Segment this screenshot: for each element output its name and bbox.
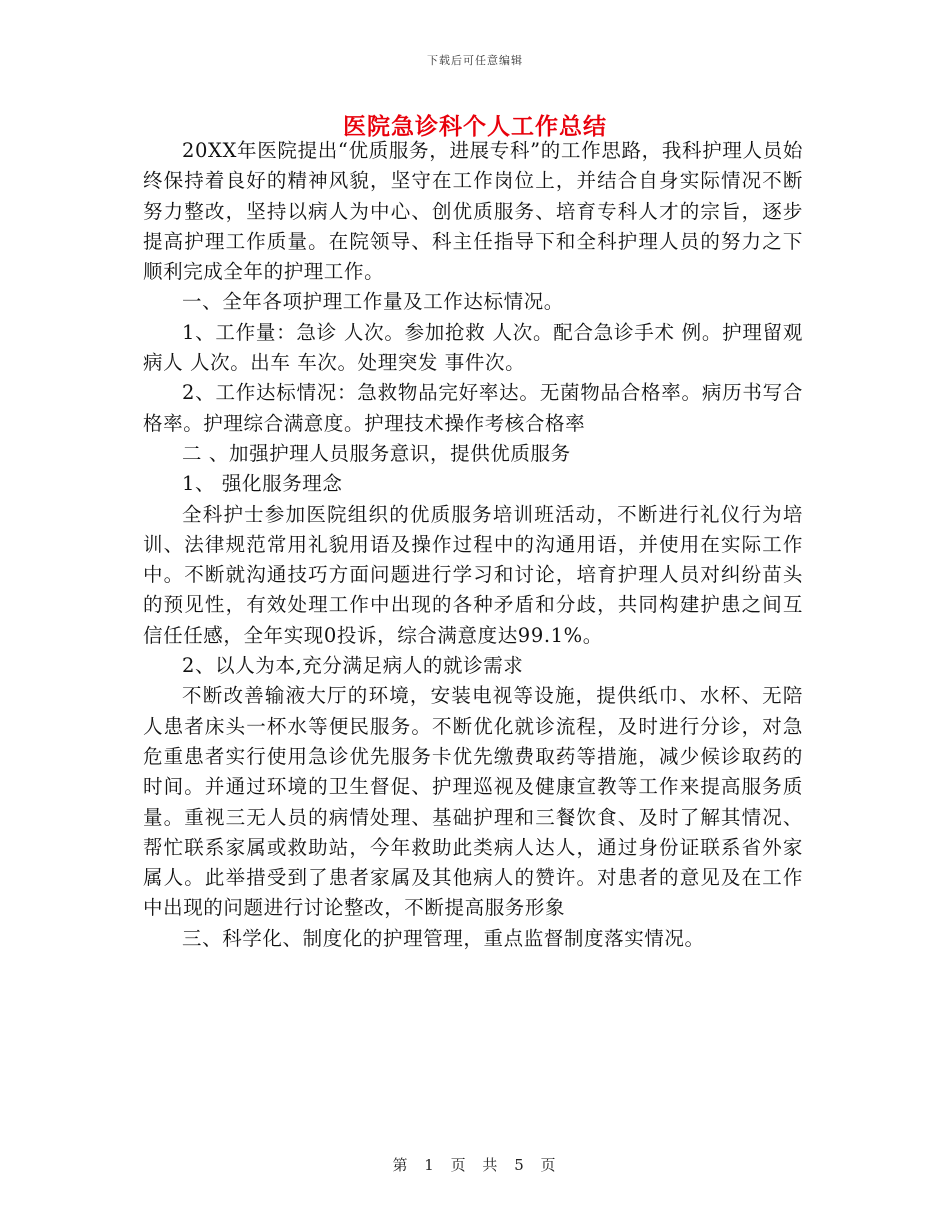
paragraph: 二 、加强护理人员服务意识，提供优质服务 (182, 441, 571, 465)
paragraph: 2、工作达标情况：急救物品完好率达。无菌物品合格率。病历书写合格率。护理综合满意度。护理技术操作考核合格率 (143, 381, 803, 435)
paragraph: 2、以人为本,充分满足病人的就诊需求 (182, 654, 524, 678)
paragraph: 一、全年各项护理工作量及工作达标情况。 (182, 290, 564, 314)
paragraph: 1、工作量：急诊 人次。参加抢救 人次。配合急诊手术 例。护理留观病人 人次。出车 车次。处理突发 事件次。 (143, 320, 803, 375)
paragraph: 三、科学化、制度化的护理管理，重点监督制度落实情况。 (182, 926, 705, 950)
header-note: 下载后可任意编辑 (427, 54, 523, 67)
page-footer (0, 1154, 950, 1175)
footer-total-pages: 5 (514, 1156, 526, 1174)
footer-prefix: 第 (392, 1156, 410, 1174)
paragraph: 20XX年医院提出“优质服务，进展专科”的工作思路，我科护理人员始终保持着良好的精神风貌，坚守在工作岗位上，并结合自身实际情况不断努力整改，坚持以病人为中心、创优质服务、培育专科人才的宗旨，逐步提高护理工作质量。在院领导、科主任指导下和全科护理人员的努力之下顺利完成全年的护理工作。 (143, 139, 803, 284)
paragraph: 全科护士参加医院组织的优质服务培训班活动，不断进行礼仪行为培训、法律规范常用礼貌用语及操作过程中的沟通用语，并使用在实际工作中。不断就沟通技巧方面问题进行学习和讨论，培育护理人员对纠纷苗头的预见性，有效处理工作中出现的各种矛盾和分歧，共同构建护患之间互信任任感，全年实现0投诉，综合满意度达99.1%。 (143, 502, 803, 647)
paragraph: 1、 强化服务理念 (182, 472, 343, 496)
footer-page-label: 页 (450, 1156, 468, 1174)
footer-total-label: 共 (482, 1156, 500, 1174)
footer-suffix: 页 (540, 1156, 558, 1174)
document-title: 医院急诊科个人工作总结 (343, 113, 607, 140)
footer-page-number: 1 (424, 1156, 436, 1174)
paragraph: 不断改善输液大厅的环境，安装电视等设施，提供纸巾、水杯、无陪人患者床头一杯水等便民服务。不断优化就诊流程，及时进行分诊，对急危重患者实行使用急诊优先服务卡优先缴费取药等措施，减少候诊取药的时间。并通过环境的卫生督促、护理巡视及健康宣教等工作来提高服务质量。重视三无人员的病情处理、基础护理和三餐饮食、及时了解其情况、帮忙联系家属或救助站，今年救助此类病人达人，通过身份证联系省外家属人。此举措受到了患者家属及其他病人的赞许。对患者的意见及在工作中出现的问题进行讨论整改，不断提高服务形象 (143, 684, 803, 920)
document-body (143, 136, 803, 954)
